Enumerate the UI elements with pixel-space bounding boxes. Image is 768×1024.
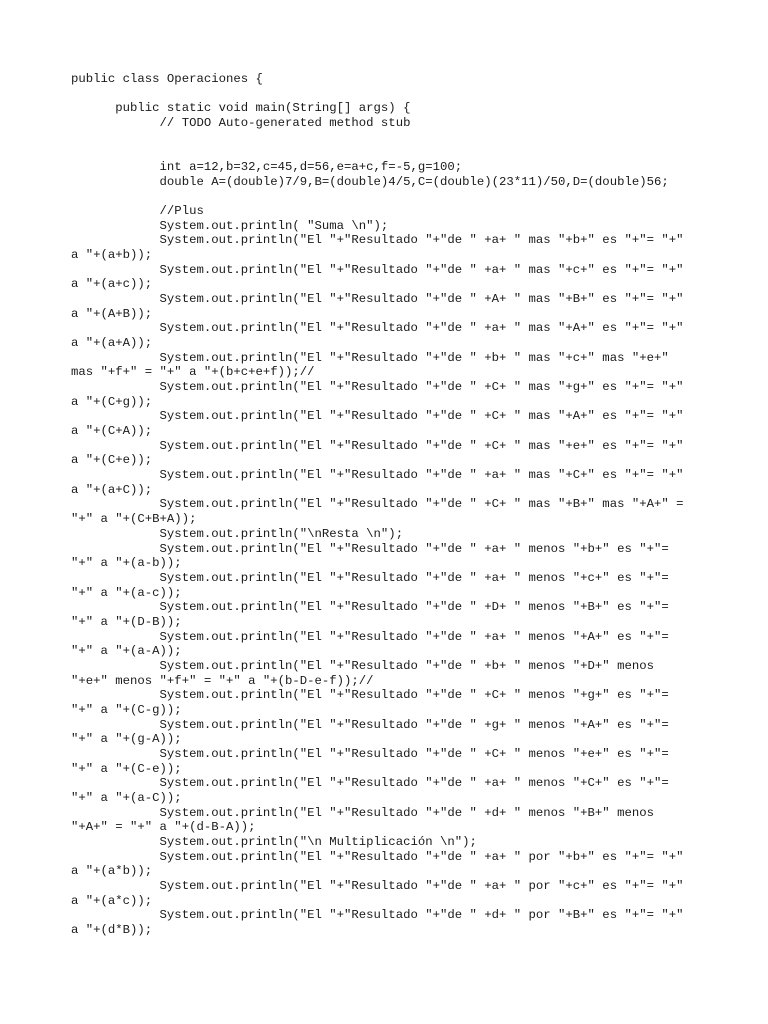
code-line: "+" a "+(a-c)); [71, 585, 182, 600]
code-line: System.out.println("El "+"Resultado "+"de " +C+ " mas "+B+" mas "+A+" = [71, 497, 684, 512]
code-line: System.out.println("El "+"Resultado "+"de " +a+ " mas "+c+" es "+"= "+" [71, 262, 684, 277]
code-line: a "+(d*B)); [71, 922, 153, 937]
code-line: System.out.println("El "+"Resultado "+"de " +a+ " mas "+b+" es "+"= "+" [71, 233, 684, 248]
code-line: System.out.println("El "+"Resultado "+"de " +C+ " mas "+A+" es "+"= "+" [71, 409, 684, 424]
code-line [71, 87, 721, 102]
code-line: System.out.println("El "+"Resultado "+"de " +a+ " menos "+b+" es "+"= [71, 541, 669, 556]
code-line: "+" a "+(a-A)); [71, 644, 182, 659]
code-line: "+A+" = "+" a "+(d-B-A)); [71, 820, 256, 835]
code-line: mas "+f+" = "+" a "+(b+c+e+f));// [71, 365, 315, 380]
code-line: double A=(double)7/9,B=(double)4/5,C=(double)(23*11)/50,D=(double)56; [71, 174, 669, 189]
code-line: System.out.println("El "+"Resultado "+"de " +A+ " mas "+B+" es "+"= "+" [71, 292, 684, 307]
code-line: System.out.println("El "+"Resultado "+"de " +C+ " menos "+e+" es "+"= [71, 746, 669, 761]
code-line: "+" a "+(C-g)); [71, 702, 182, 717]
code-line: a "+(C+A)); [71, 424, 153, 439]
code-line: public static void main(String[] args) { [71, 101, 411, 116]
code-line: System.out.println("El "+"Resultado "+"de " +a+ " menos "+C+" es "+"= [71, 776, 669, 791]
code-line: System.out.println("El "+"Resultado "+"de " +b+ " menos "+D+" menos [71, 658, 654, 673]
code-line: public class Operaciones { [71, 72, 263, 86]
code-line: a "+(a*b)); [71, 864, 153, 879]
code-line: System.out.println("El "+"Resultado "+"de " +d+ " menos "+B+" menos [71, 805, 654, 820]
code-line: System.out.println("El "+"Resultado "+"de " +b+ " mas "+c+" mas "+e+" [71, 350, 669, 365]
code-line: a "+(A+B)); [71, 306, 153, 321]
code-line: System.out.println( "Suma \n"); [71, 218, 389, 233]
code-line: a "+(C+e)); [71, 453, 153, 468]
code-line: a "+(C+g)); [71, 394, 153, 409]
code-listing [71, 72, 721, 938]
code-line: System.out.println("El "+"Resultado "+"de " +C+ " mas "+g+" es "+"= "+" [71, 380, 684, 395]
code-line: System.out.println("El "+"Resultado "+"de " +D+ " menos "+B+" es "+"= [71, 600, 669, 615]
code-line: "+" a "+(g-A)); [71, 732, 182, 747]
code-line: //Plus [71, 204, 204, 219]
code-line: System.out.println("\n Multiplicación \n"); [71, 834, 477, 849]
code-line: "+e+" menos "+f+" = "+" a "+(b-D-e-f));// [71, 673, 374, 688]
code-line: System.out.println("El "+"Resultado "+"de " +g+ " menos "+A+" es "+"= [71, 717, 669, 732]
code-line: "+" a "+(D-B)); [71, 614, 182, 629]
code-line: "+" a "+(C+B+A)); [71, 512, 197, 527]
code-line [71, 189, 721, 204]
code-line: a "+(a*c)); [71, 893, 153, 908]
code-line: System.out.println("El "+"Resultado "+"de " +a+ " por "+c+" es "+"= "+" [71, 878, 684, 893]
code-line: a "+(a+b)); [71, 248, 153, 263]
code-line: System.out.println("El "+"Resultado "+"de " +d+ " por "+B+" es "+"= "+" [71, 908, 684, 923]
code-line: int a=12,b=32,c=45,d=56,e=a+c,f=-5,g=100; [71, 160, 463, 175]
code-line: a "+(a+C)); [71, 482, 153, 497]
code-line: a "+(a+A)); [71, 336, 153, 351]
code-line: "+" a "+(C-e)); [71, 761, 182, 776]
code-line: System.out.println("\nResta \n"); [71, 526, 404, 541]
code-line: System.out.println("El "+"Resultado "+"de " +C+ " menos "+g+" es "+"= [71, 688, 669, 703]
code-line [71, 131, 721, 146]
code-line: a "+(a+c)); [71, 277, 153, 292]
code-line: "+" a "+(a-b)); [71, 556, 182, 571]
code-line [71, 145, 721, 160]
code-line: "+" a "+(a-C)); [71, 790, 182, 805]
code-line: System.out.println("El "+"Resultado "+"de " +a+ " por "+b+" es "+"= "+" [71, 849, 684, 864]
code-line: // TODO Auto-generated method stub [71, 116, 411, 131]
code-line: System.out.println("El "+"Resultado "+"de " +a+ " mas "+C+" es "+"= "+" [71, 468, 684, 483]
code-line: System.out.println("El "+"Resultado "+"de " +a+ " menos "+c+" es "+"= [71, 570, 669, 585]
code-line: System.out.println("El "+"Resultado "+"de " +a+ " mas "+A+" es "+"= "+" [71, 321, 684, 336]
code-line: System.out.println("El "+"Resultado "+"de " +C+ " mas "+e+" es "+"= "+" [71, 438, 684, 453]
code-line: System.out.println("El "+"Resultado "+"de " +a+ " menos "+A+" es "+"= [71, 629, 669, 644]
